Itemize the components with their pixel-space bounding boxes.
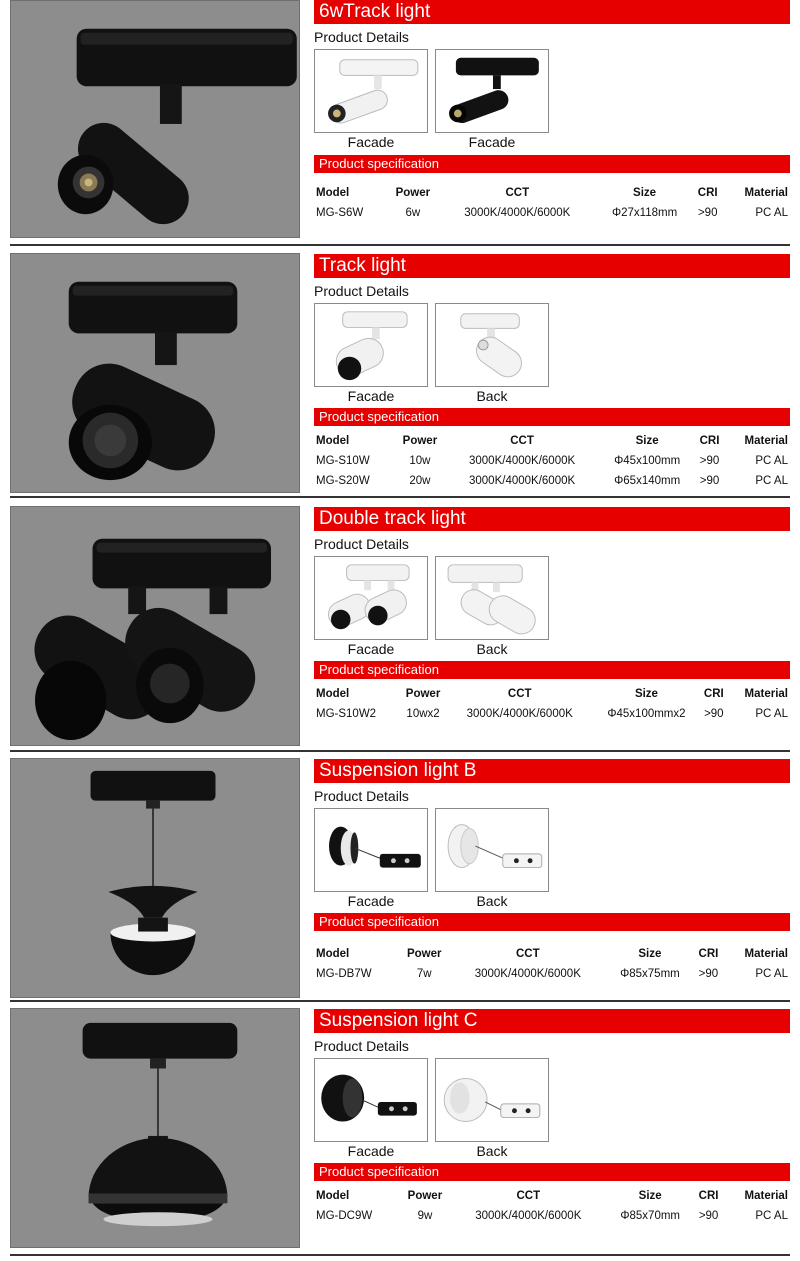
- product-title: 6wTrack light: [314, 0, 790, 24]
- product-photo: [10, 758, 300, 998]
- thumbnail-caption: Facade: [468, 134, 516, 150]
- column-header: Size: [635, 435, 659, 447]
- cell-power: 10w: [409, 455, 431, 467]
- column-header: Material: [744, 187, 788, 199]
- product-spec-bar: Product specification: [314, 408, 790, 426]
- product-photo: [10, 1008, 300, 1248]
- table-row: [314, 704, 790, 724]
- product-section-suspension-light-c: [0, 1008, 800, 1258]
- column-header: Model: [316, 688, 350, 700]
- spec-table: [314, 944, 790, 984]
- spec-table: [314, 684, 790, 724]
- cell-power: 20w: [409, 475, 431, 487]
- column-header: Size: [638, 948, 662, 960]
- product-thumbnail-back: [435, 303, 549, 387]
- cell-material: PC AL: [755, 708, 788, 720]
- column-header: Size: [638, 1190, 662, 1202]
- product-section-double-track-light: [0, 506, 800, 751]
- cell-model: MG-S6W: [316, 207, 364, 219]
- column-header: Material: [744, 948, 788, 960]
- cell-cri: >90: [697, 207, 718, 219]
- product-spec-bar: Product specification: [314, 913, 790, 931]
- spec-table: [314, 183, 790, 223]
- column-header: Model: [316, 948, 350, 960]
- cell-power: 6w: [405, 207, 421, 219]
- product-thumbnail-back: [435, 1058, 549, 1142]
- cell-size: Φ85x75mm: [620, 968, 680, 980]
- cell-model: MG-DB7W: [316, 968, 372, 980]
- cell-cri: >90: [698, 1210, 719, 1222]
- thumbnail-caption: Back: [476, 893, 508, 909]
- product-details-label: Product Details: [314, 283, 409, 299]
- cell-size: Φ45x100mmx2: [607, 708, 686, 720]
- column-header: Model: [316, 187, 350, 199]
- column-header: Material: [744, 688, 788, 700]
- product-title: Suspension light B: [314, 759, 790, 783]
- product-thumbnail-facade: [314, 808, 428, 892]
- table-row: [314, 471, 790, 491]
- cell-cct: 3000K/4000K/6000K: [464, 207, 571, 219]
- cell-size: Φ45x100mm: [614, 455, 681, 467]
- thumbnail-caption: Back: [476, 641, 508, 657]
- thumbnail-caption: Facade: [347, 134, 395, 150]
- product-spec-bar: Product specification: [314, 155, 790, 173]
- column-header: CCT: [507, 688, 532, 700]
- thumbnail-caption: Back: [476, 388, 508, 404]
- thumbnail-caption: Facade: [347, 893, 395, 909]
- cell-cri: >90: [699, 455, 720, 467]
- spec-table: [314, 1186, 790, 1226]
- column-header: Model: [316, 1190, 350, 1202]
- product-photo: [10, 506, 300, 746]
- cell-power: 10wx2: [406, 708, 440, 720]
- table-row: [314, 1206, 790, 1226]
- cell-cct: 3000K/4000K/6000K: [474, 968, 581, 980]
- column-header: CCT: [515, 948, 540, 960]
- cell-size: Φ85x70mm: [620, 1210, 680, 1222]
- cell-cct: 3000K/4000K/6000K: [469, 475, 576, 487]
- column-header: CRI: [699, 435, 720, 447]
- cell-material: PC AL: [755, 968, 788, 980]
- cell-cct: 3000K/4000K/6000K: [469, 455, 576, 467]
- cell-material: PC AL: [755, 475, 788, 487]
- product-spec-bar: Product specification: [314, 661, 790, 679]
- column-header: CCT: [505, 187, 530, 199]
- table-row: [314, 451, 790, 471]
- product-spec-bar: Product specification: [314, 1163, 790, 1181]
- cell-cri: >90: [698, 968, 719, 980]
- column-header: CRI: [698, 948, 719, 960]
- column-header: Power: [402, 435, 438, 447]
- product-thumbnail-facade: [314, 303, 428, 387]
- thumbnail-caption: Facade: [347, 641, 395, 657]
- table-row: [314, 964, 790, 984]
- product-details-label: Product Details: [314, 536, 409, 552]
- cell-power: 7w: [416, 968, 432, 980]
- table-row: [314, 203, 790, 223]
- cell-size: Φ65x140mm: [614, 475, 681, 487]
- section-divider: [10, 496, 790, 498]
- product-section-suspension-light-b: [0, 758, 800, 1003]
- column-header: Material: [744, 1190, 788, 1202]
- column-header: Material: [744, 435, 788, 447]
- column-header: Size: [633, 187, 657, 199]
- column-header: CCT: [516, 1190, 541, 1202]
- cell-material: PC AL: [755, 207, 788, 219]
- spec-table: [314, 431, 790, 491]
- cell-model: MG-DC9W: [316, 1210, 373, 1222]
- product-title: Double track light: [314, 507, 790, 531]
- thumbnail-caption: Facade: [347, 1143, 395, 1159]
- product-title: Suspension light C: [314, 1009, 790, 1033]
- cell-cri: >90: [699, 475, 720, 487]
- cell-power: 9w: [417, 1210, 433, 1222]
- cell-cct: 3000K/4000K/6000K: [466, 708, 573, 720]
- column-header: CCT: [510, 435, 534, 447]
- product-details-label: Product Details: [314, 29, 409, 45]
- product-details-label: Product Details: [314, 788, 409, 804]
- product-photo: [10, 0, 300, 238]
- thumbnail-caption: Facade: [347, 388, 395, 404]
- cell-material: PC AL: [755, 455, 788, 467]
- column-header: CRI: [698, 1190, 719, 1202]
- section-divider: [10, 244, 790, 246]
- column-header: Size: [634, 688, 658, 700]
- cell-size: Φ27x118mm: [611, 207, 678, 219]
- cell-cct: 3000K/4000K/6000K: [475, 1210, 582, 1222]
- column-header: Power: [405, 688, 441, 700]
- section-divider: [10, 1254, 790, 1256]
- thumbnail-caption: Back: [476, 1143, 508, 1159]
- cell-model: MG-S10W: [316, 455, 370, 467]
- cell-cri: >90: [704, 708, 724, 720]
- product-section-track-light: [0, 253, 800, 498]
- cell-model: MG-S10W2: [316, 708, 377, 720]
- product-thumbnail-back: [435, 808, 549, 892]
- column-header: Power: [407, 1190, 443, 1202]
- cell-model: MG-S20W: [316, 475, 370, 487]
- column-header: CRI: [697, 187, 718, 199]
- column-header: Power: [406, 948, 442, 960]
- column-header: Power: [395, 187, 431, 199]
- product-thumbnail-facade: [314, 49, 428, 133]
- section-divider: [10, 750, 790, 752]
- cell-material: PC AL: [755, 1210, 788, 1222]
- product-thumbnail-facade: [435, 49, 549, 133]
- product-photo: [10, 253, 300, 493]
- product-thumbnail-facade: [314, 556, 428, 640]
- product-title: Track light: [314, 254, 790, 278]
- column-header: Model: [316, 435, 350, 447]
- section-divider: [10, 1000, 790, 1002]
- product-section-6w-track-light: [0, 0, 800, 246]
- product-thumbnail-facade: [314, 1058, 428, 1142]
- product-thumbnail-back: [435, 556, 549, 640]
- column-header: CRI: [703, 688, 724, 700]
- product-details-label: Product Details: [314, 1038, 409, 1054]
